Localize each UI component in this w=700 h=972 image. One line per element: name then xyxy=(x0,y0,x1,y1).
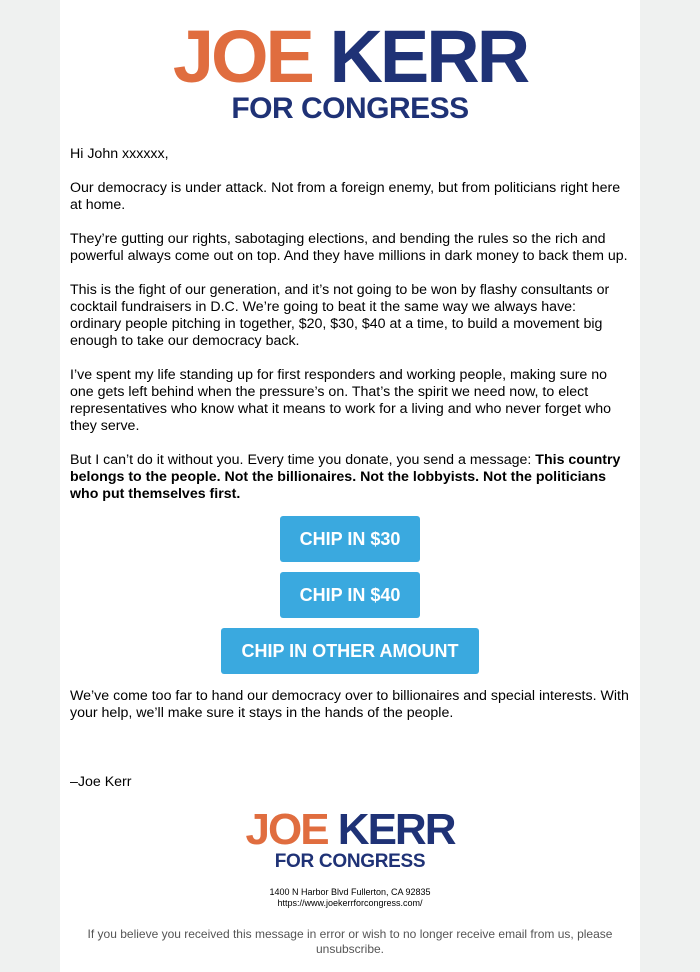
logo-congress: CONGRESS xyxy=(318,851,426,872)
logo-last-name: KERR xyxy=(337,805,455,854)
donation-ask xyxy=(70,452,630,503)
signature: –Joe Kerr xyxy=(70,774,132,790)
logo-name xyxy=(60,15,640,98)
unsubscribe-note[interactable]: If you believe you received this message in error or wish to no longer receive email from us, please unsubscribe. xyxy=(87,927,613,956)
closing-paragraph: We’ve come too far to hand our democracy over to billionaires and special interests. With your help, we’ll make sure it stays in the hands of the people. xyxy=(70,688,629,721)
chip-in-40-button[interactable]: CHIP IN $40 xyxy=(280,572,420,618)
paragraph: They’re gutting our rights, sabotaging elections, and bending the rules so the rich and powerful always come out on top. And they have millions in dark money to back them up. xyxy=(70,231,628,264)
logo-tagline xyxy=(60,94,640,124)
paragraph: This is the fight of our generation, and it’s not going to be won by flashy consultants or cocktail fundraisers in D.C. We’re going to beat it the same way we always have: ordinary people pitching in together, $20, $30, $40 at a time, to build a movement big enough to take our democracy back. xyxy=(70,282,610,349)
logo-name xyxy=(60,805,640,854)
paragraph: I’ve spent my life standing up for first responders and working people, making sure no one gets left behind when the pressure’s on. That’s the spirit we need now, to elect representatives who know what it means to work for a living and who never forget who they serve. xyxy=(70,367,611,434)
logo-for: FOR xyxy=(274,851,314,872)
mailing-address xyxy=(60,887,640,909)
logo-for: FOR xyxy=(231,92,294,125)
logo-tagline xyxy=(60,852,640,871)
paragraph: Our democracy is under attack. Not from a foreign enemy, but from politicians right here at home. xyxy=(70,180,621,213)
campaign-logo-header xyxy=(60,15,640,125)
greeting: Hi John xxxxxx, xyxy=(70,146,169,162)
logo-first-name: JOE xyxy=(245,805,328,854)
website-link[interactable]: https://www.joekerrforcongress.com/ xyxy=(277,898,423,908)
logo-congress: CONGRESS xyxy=(300,92,469,125)
logo-last-name: KERR xyxy=(329,15,528,98)
donation-ask-bold: This country belongs to the people. Not the billionaires. Not the lobbyists. Not the politicians who put themselves first. xyxy=(70,452,621,502)
email-body xyxy=(60,0,640,972)
logo-first-name: JOE xyxy=(172,15,312,98)
chip-in-other-amount-button[interactable]: CHIP IN OTHER AMOUNT xyxy=(221,628,479,674)
street-address: 1400 N Harbor Blvd Fullerton, CA 92835 xyxy=(269,887,431,897)
email-message xyxy=(70,146,630,520)
chip-in-30-button[interactable]: CHIP IN $30 xyxy=(280,516,420,562)
donation-ask-text: But I can’t do it without you. Every time you donate, you send a message: xyxy=(70,452,536,468)
campaign-logo-footer xyxy=(60,805,640,872)
